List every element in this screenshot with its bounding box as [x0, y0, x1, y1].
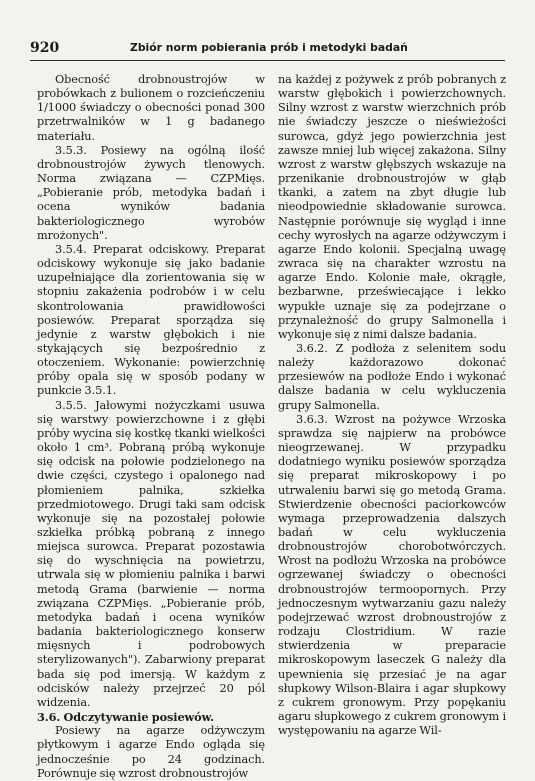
paragraph: 3.6.3. Wzrost na pożywce Wrzoska sprawdza się najpierw na probówce nieogrzewanej. W przypadku dodatniego wyniku posiewów sporządza się preparat mikroskopowy i po utrwaleniu barwi się go metodą Grama. Stwierdzenie obecności paciorkowców wymaga przeprowadzenia dalszych badań w celu wykluczenia drobnoustrojów chorobotwórczych. Wrost na podłożu Wrzoska na probówce ogrzewanej świadczy o obecności drobnoustrojów termoopornych. Przy jednoczesnym wytwarzaniu gazu należy podejrzewać wzrost drobnoustrojów z rodzaju Clostridium. W razie stwierdzenia w preparacie mikroskopowym laseczek G należy dla upewnienia się przesiać je na agar słupkowy Wilson-Blaira i agar słupkowy z cukrem gronowym. Przy popękaniu agaru słupkowego z cukrem gronowym i występowaniu na agarze Wil-: [278, 412, 506, 738]
left-column: [37, 73, 265, 781]
paragraph: 3.6.2. Z podłoża z selenitem sodu należy każdorazowo dokonać przesiewów na podłoże Endo i wykonać dalsze badania w celu wykluczenia grupy Salmonella.: [278, 341, 506, 412]
section-heading: 3.6. Odczytywanie posiewów.: [37, 710, 214, 725]
paragraph: Obecność drobnoustrojów w probówkach z bulionem o rozcieńczeniu 1/1000 świadczy o obecności ponad 300 przetrwalników w 1 g badanego materiału.: [37, 73, 265, 143]
right-column: [278, 73, 506, 738]
paragraph: na każdej z pożywek z prób pobranych z warstw głębokich i powierzchownych. Silny wzrost z warstw wierzchnich prób nie świadczy jeszcze o nieświeżości surowca, gdyż jego powierzchnia jest zawsze mniej lub więcej zakażona. Silny wzrost z warstw głębszych wskazuje na przenikanie drobnoustrojów w głąb tkanki, a zatem na zbyt długie lub nieodpowiednie składowanie surowca. Następnie porównuje się wygląd i inne cechy wyrosłych na agarze odżywczym i agarze Endo kolonii. Specjalną uwagę zwraca się na charakter wzrostu na agarze Endo. Kolonie małe, okrągłe, bezbarwne, przeświecające i lekko wypukłe uznaje się za podejrzane o przynależność do grupy Salmonella i wykonuje się z nimi dalsze badania.: [278, 73, 506, 341]
paragraph: 3.5.5. Jałowymi nożyczkami usuwa się warstwy powierzchowne i z głębi próby wycina się kostkę tkanki wielkości około 1 cm³. Pobraną próbą wykonuje się odcisk na połowie podzielonego na dwie części, czystego i opalonego nad płomieniem palnika, szkiełka przedmiotowego. Drugi taki sam odcisk wykonuje się na pozostałej połowie szkiełka próbką pobraną z innego miejsca surowca. Preparat pozostawia się do wyschnięcia na powietrzu, utrwala się w płomieniu palnika i barwi metodą Grama (barwienie — norma związana CZPMięs. „Pobieranie prób, metodyka badań i ocena wyników badania bakteriologicznego konserw mięsnych i podrobowych sterylizowanych"). Zabarwiony preparat bada się pod imersją. W każdym z odcisków należy przejrzeć 20 pól widzenia.: [37, 398, 265, 709]
paragraph: 3.5.3. Posiewy na ogólną ilość drobnoustrojów żywych tlenowych. Norma związana — CZPMięs. „Pobieranie prób, metodyka badań i ocena wyników badania bakteriologicznego wyrobów mrożonych".: [37, 143, 265, 242]
running-title: Zbiór norm pobierania prób i metodyki badań: [130, 41, 408, 54]
page-number: 920: [30, 40, 60, 56]
running-header: [30, 38, 505, 61]
paragraph: Posiewy na agarze odżywczym płytkowym i agarze Endo ogląda się jednocześnie po 24 godzinach. Porównuje się wzrost drobnoustrojów: [37, 724, 265, 780]
paragraph: 3.5.4. Preparat odciskowy. Preparat odciskowy wykonuje się jako badanie uzupełniające dla zorientowania się w stopniu zakażenia podrobów i w celu skontrolowania prawidłowości posiewów. Preparat sporządza się jedynie z warstw głębokich i nie stykających się bezpośrednio z otoczeniem. Wykonanie: powierzchnię próby opala się w sposób podany w punkcie 3.5.1.: [37, 242, 265, 398]
